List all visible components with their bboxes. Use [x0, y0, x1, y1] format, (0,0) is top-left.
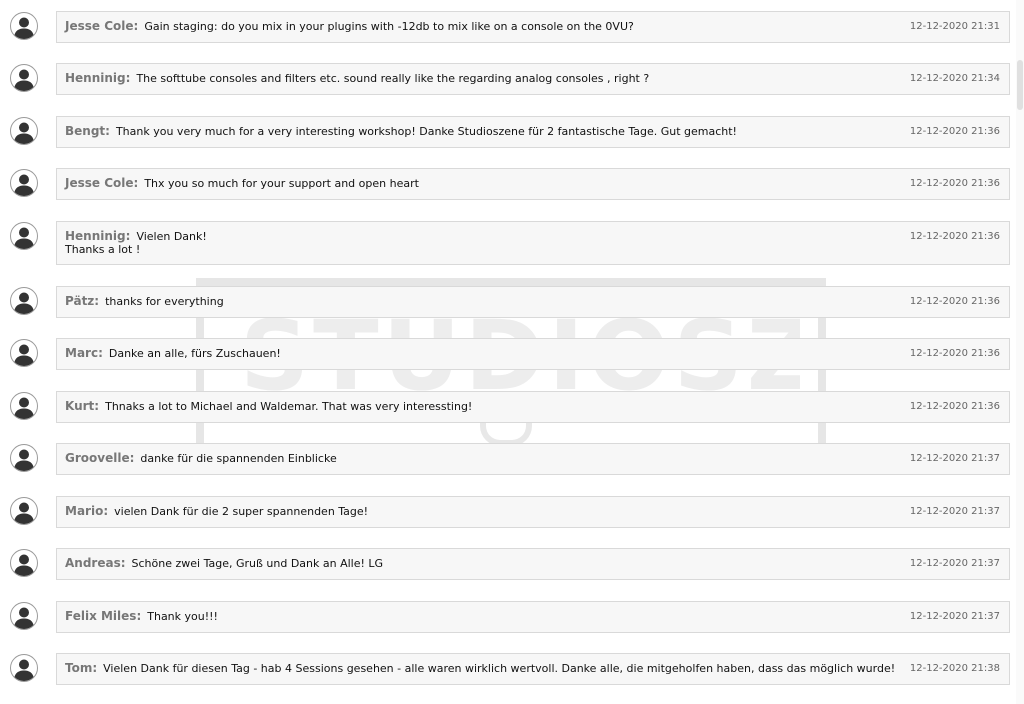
- message-text: Thx you so much for your support and open heart: [144, 177, 419, 190]
- message-timestamp: 12-12-2020 21:34: [909, 73, 1000, 84]
- message-author: Marc:: [65, 346, 103, 360]
- message-timestamp: 12-12-2020 21:36: [909, 126, 1000, 137]
- message-timestamp: 12-12-2020 21:36: [909, 401, 1000, 412]
- chat-message: [0, 653, 1024, 685]
- chat-message: [0, 63, 1024, 95]
- message-bubble: [56, 168, 1010, 200]
- message-text: vielen Dank für die 2 super spannenden Tage!: [114, 505, 369, 518]
- user-avatar-icon: [10, 392, 38, 420]
- message-bubble: [56, 496, 1010, 528]
- message-bubble: [56, 548, 1010, 580]
- chat-message: [0, 286, 1024, 318]
- chat-message: [0, 116, 1024, 148]
- message-timestamp: 12-12-2020 21:36: [909, 178, 1000, 189]
- message-bubble: [56, 11, 1010, 43]
- message-timestamp: 12-12-2020 21:37: [909, 506, 1000, 517]
- message-author: Henninig:: [65, 71, 131, 85]
- user-avatar-icon: [10, 64, 38, 92]
- user-avatar-icon: [10, 602, 38, 630]
- user-avatar-icon: [10, 222, 38, 250]
- message-bubble: [56, 221, 1010, 265]
- message-text: Thnaks a lot to Michael and Waldemar. That was very interessting!: [105, 400, 473, 413]
- message-author: Henninig:: [65, 229, 131, 243]
- message-text: Vielen Dank für diesen Tag - hab 4 Sessions gesehen - alle waren wirklich wertvoll. Danke alle, die mitgeholfen haben, dass das möglich wurde!: [103, 662, 896, 675]
- scrollbar[interactable]: [1016, 0, 1024, 704]
- user-avatar-icon: [10, 339, 38, 367]
- message-text: Thank you!!!: [147, 610, 218, 623]
- message-bubble: [56, 601, 1010, 633]
- message-author: Pätz:: [65, 294, 100, 308]
- message-bubble: [56, 63, 1010, 95]
- user-avatar-icon: [10, 497, 38, 525]
- chat-message: [0, 168, 1024, 200]
- message-author: Groovelle:: [65, 451, 135, 465]
- user-avatar-icon: [10, 654, 38, 682]
- message-author: Tom:: [65, 661, 98, 675]
- message-author: Andreas:: [65, 556, 126, 570]
- message-text: thanks for everything: [105, 295, 224, 308]
- message-text: Schöne zwei Tage, Gruß und Dank an Alle! LG: [131, 557, 384, 570]
- message-text: Thank you very much for a very interesting workshop! Danke Studioszene für 2 fantastische Tage. Gut gemacht!: [115, 125, 737, 138]
- message-timestamp: 12-12-2020 21:31: [909, 21, 1000, 32]
- chat-message: [0, 391, 1024, 423]
- chat-message: [0, 338, 1024, 370]
- message-text: The softtube consoles and filters etc. sound really like the regarding analog consoles , right ?: [136, 72, 650, 85]
- message-text: Vielen Dank! Thanks a lot !: [65, 230, 207, 256]
- message-bubble: [56, 116, 1010, 148]
- user-avatar-icon: [10, 117, 38, 145]
- chat-message: [0, 548, 1024, 580]
- message-text: Danke an alle, fürs Zuschauen!: [108, 347, 281, 360]
- scrollbar-thumb[interactable]: [1017, 60, 1023, 110]
- user-avatar-icon: [10, 444, 38, 472]
- message-timestamp: 12-12-2020 21:37: [909, 611, 1000, 622]
- user-avatar-icon: [10, 12, 38, 40]
- message-timestamp: 12-12-2020 21:36: [909, 231, 1000, 242]
- message-author: Kurt:: [65, 399, 100, 413]
- message-bubble: [56, 391, 1010, 423]
- message-author: Felix Miles:: [65, 609, 142, 623]
- message-text: Gain staging: do you mix in your plugins with -12db to mix like on a console on the 0VU?: [144, 20, 634, 33]
- chat-message: [0, 496, 1024, 528]
- message-timestamp: 12-12-2020 21:38: [909, 663, 1000, 674]
- message-timestamp: 12-12-2020 21:37: [909, 558, 1000, 569]
- user-avatar-icon: [10, 169, 38, 197]
- message-author: Mario:: [65, 504, 109, 518]
- message-bubble: [56, 443, 1010, 475]
- message-bubble: [56, 338, 1010, 370]
- message-author: Jesse Cole:: [65, 19, 139, 33]
- user-avatar-icon: [10, 287, 38, 315]
- message-text: danke für die spannenden Einblicke: [140, 452, 337, 465]
- user-avatar-icon: [10, 549, 38, 577]
- message-timestamp: 12-12-2020 21:37: [909, 453, 1000, 464]
- chat-message: [0, 443, 1024, 475]
- message-bubble: [56, 653, 1010, 685]
- chat-message: [0, 601, 1024, 633]
- message-timestamp: 12-12-2020 21:36: [909, 296, 1000, 307]
- message-timestamp: 12-12-2020 21:36: [909, 348, 1000, 359]
- chat-message: [0, 221, 1024, 265]
- chat-message: [0, 11, 1024, 43]
- message-author: Jesse Cole:: [65, 176, 139, 190]
- message-author: Bengt:: [65, 124, 110, 138]
- message-bubble: [56, 286, 1010, 318]
